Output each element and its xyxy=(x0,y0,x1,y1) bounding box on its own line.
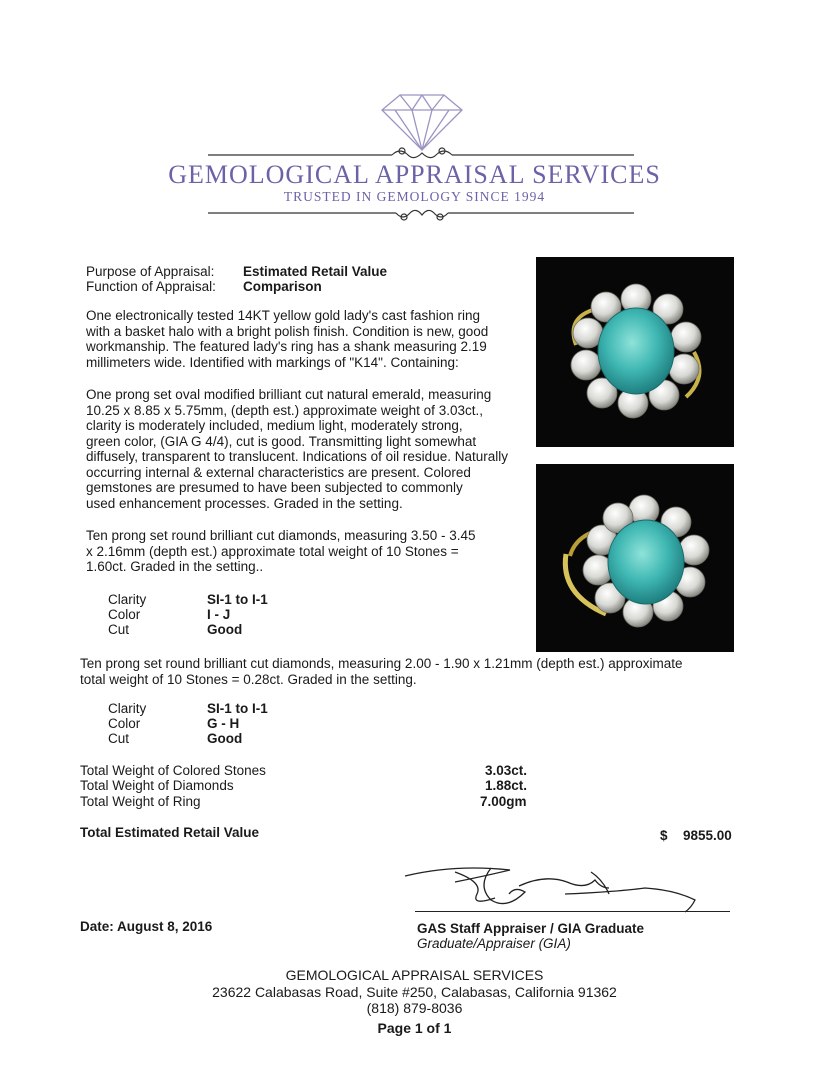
text-line: green color, (GIA G 4/4), cut is good. Transmitting light somewhat xyxy=(86,433,477,449)
function-value: Comparison xyxy=(243,279,322,294)
footer-address: 23622 Calabasas Road, Suite #250, Calabasas, California 91362 xyxy=(212,984,617,1000)
text-line: 10.25 x 8.85 x 5.75mm, (depth est.) approximate weight of 3.03ct., xyxy=(86,402,483,418)
company-tagline: TRUSTED IN GEMOLOGY SINCE 1994 xyxy=(283,189,546,204)
total-ring-label: Total Weight of Ring xyxy=(80,794,201,809)
text-line: total weight of 10 Stones = 0.28ct. Graded in the setting. xyxy=(80,671,417,687)
clarity-value: SI-1 to I-1 xyxy=(207,592,268,607)
text-line: used enhancement processes. Graded in the setting. xyxy=(86,495,403,511)
letterhead xyxy=(0,0,829,230)
cut-value: Good xyxy=(207,622,243,637)
ring-description xyxy=(86,308,506,370)
total-diamonds-value: 1.88ct. xyxy=(485,778,528,793)
clarity-label: Clarity xyxy=(108,701,147,716)
text-line: gemstones are presumed to have been subjected to commonly xyxy=(86,480,463,495)
company-name: GEMOLOGICAL APPRAISAL SERVICES xyxy=(168,160,661,189)
total-diamonds-label: Total Weight of Diamonds xyxy=(80,778,234,793)
clarity-value: SI-1 to I-1 xyxy=(207,701,268,716)
page-number: Page 1 of 1 xyxy=(377,1020,452,1036)
text-line: millimeters wide. Identified with markings of "K14". Containing: xyxy=(86,354,459,370)
ring-photo-top-image xyxy=(536,257,734,447)
function-label: Function of Appraisal: xyxy=(86,279,216,294)
cut-label: Cut xyxy=(108,622,130,637)
text-line: diffusely, transparent to translucent. Indications of oil residue. Naturally xyxy=(86,449,508,464)
ring-photo-angled xyxy=(536,464,734,652)
retail-value: 9855.00 xyxy=(683,828,732,843)
purpose-label: Purpose of Appraisal: xyxy=(86,264,215,279)
total-ring-value: 7.00gm xyxy=(480,794,527,809)
text-line: workmanship. The featured lady's ring has a shank measuring 2.19 xyxy=(86,339,487,354)
signature-image xyxy=(395,858,735,918)
total-colored-label: Total Weight of Colored Stones xyxy=(80,763,266,778)
text-line: One prong set oval modified brilliant cut natural emerald, measuring xyxy=(86,387,492,402)
text-line: Ten prong set round brilliant cut diamonds, measuring 2.00 - 1.90 x 1.21mm (depth est.) approximate xyxy=(80,656,683,671)
retail-value-label: Total Estimated Retail Value xyxy=(80,825,260,840)
text-line: Ten prong set round brilliant cut diamonds, measuring 3.50 - 3.45 xyxy=(86,528,476,543)
text-line: 1.60ct. Graded in the setting.. xyxy=(86,559,264,574)
appraisal-date: Date: August 8, 2016 xyxy=(80,919,213,934)
text-line: clarity is moderately included, medium light, moderately strong, xyxy=(86,418,463,433)
signature-line xyxy=(415,911,730,912)
ring-photo-angled-image xyxy=(536,464,734,652)
appraiser-title: GAS Staff Appraiser / GIA Graduate xyxy=(417,921,645,936)
text-line: x 2.16mm (depth est.) approximate total weight of 10 Stones = xyxy=(86,543,459,559)
color-label: Color xyxy=(108,716,141,731)
color-value: G - H xyxy=(207,716,240,731)
cut-value: Good xyxy=(207,731,243,746)
purpose-value: Estimated Retail Value xyxy=(243,264,388,279)
ring-photo-top xyxy=(536,257,734,447)
text-line: One electronically tested 14KT yellow gold lady's cast fashion ring xyxy=(86,308,481,323)
appraiser-subtitle: Graduate/Appraiser (GIA) xyxy=(417,936,571,951)
diamonds-description-2 xyxy=(80,656,720,687)
clarity-label: Clarity xyxy=(108,592,147,607)
emerald-description xyxy=(86,387,506,511)
color-label: Color xyxy=(108,607,141,622)
text-line: occurring internal & external characteristics are present. Colored xyxy=(86,464,471,480)
total-colored-value: 3.03ct. xyxy=(485,763,528,778)
currency-symbol: $ xyxy=(660,828,668,843)
footer-phone: (818) 879-8036 xyxy=(366,1000,463,1016)
diamonds-description-1 xyxy=(86,528,506,575)
text-line: with a basket halo with a bright polish finish. Condition is new, good xyxy=(86,323,489,339)
footer-company: GEMOLOGICAL APPRAISAL SERVICES xyxy=(285,967,544,983)
color-value: I - J xyxy=(207,607,231,622)
cut-label: Cut xyxy=(108,731,130,746)
